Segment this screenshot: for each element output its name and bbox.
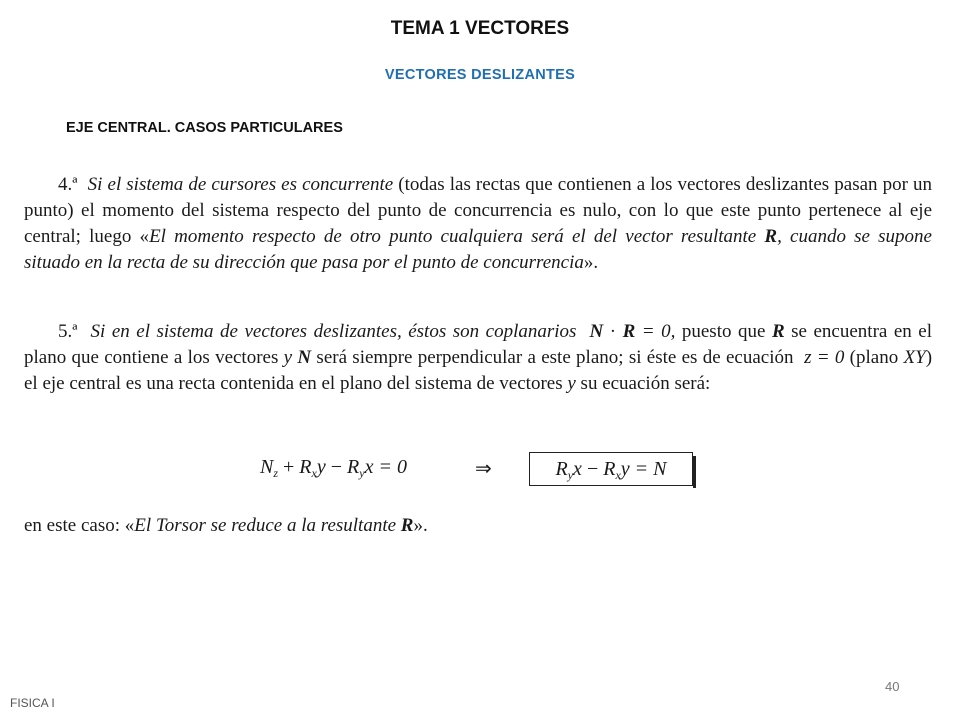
vector-symbol: N (297, 347, 312, 368)
case-text: (todas las rectas que contienen a los vectores deslizantes pasan por un punto) el momento del sistema respecto del punto de concurrencia es nulo, con lo que este punto pertenece al eje central; luego « (24, 174, 933, 247)
section-heading: EJE CENTRAL. CASOS PARTICULARES (66, 120, 343, 136)
slide-subtitle: VECTORES DESLIZANTES (384, 67, 576, 83)
case-text: en este caso: « (24, 515, 135, 536)
math-text: y (283, 347, 293, 368)
math-text: = 0, (635, 321, 676, 342)
vector-symbol: R (622, 321, 636, 342)
math-text: y (567, 373, 576, 394)
course-footer: FISICA I (10, 696, 55, 710)
case-text: ». (583, 252, 599, 273)
math-text: z = 0 (804, 347, 845, 368)
math-text: XY (903, 347, 926, 368)
central-axis-equation (0, 452, 960, 488)
math-operator: · (603, 321, 623, 342)
case-text: se encuentra en el plano que contiene a los vectores (24, 321, 933, 368)
case-italic-text: Si en el sistema de vectores deslizantes, éstos son coplanarios (90, 321, 577, 342)
paragraph-conclusion (24, 513, 428, 539)
implies-arrow: ⇒ (475, 458, 492, 480)
case-italic-text: El Torsor se reduce a la resultante (134, 515, 401, 536)
case-text: ». (413, 515, 428, 536)
case-text: su ecuación será: (575, 373, 711, 394)
case-text: puesto que (675, 321, 772, 342)
case-text: ) el eje central es una recta contenida en el plano del sistema de vectores (24, 347, 933, 394)
case-text: será siempre perpendicular a este plano; si éste es de ecuación (311, 347, 799, 368)
case-number: 5.ª (58, 321, 78, 342)
case-number: 4.ª (58, 174, 78, 195)
page-number: 40 (885, 679, 900, 694)
case-italic-text: , cuando se supone situado en la recta de su dirección que pasa por el punto de concurrencia (24, 226, 932, 273)
paragraph-case-5 (24, 319, 932, 397)
vector-symbol: N (589, 321, 604, 342)
case-italic-text: Si el sistema de cursores es concurrente (87, 174, 394, 195)
vector-symbol: R (764, 226, 778, 247)
case-italic-text: El momento respecto de otro punto cualquiera será el del vector resultante (149, 226, 765, 247)
slide-title: TEMA 1 VECTORES (390, 18, 570, 39)
paragraph-case-4 (24, 172, 932, 276)
case-text: (plano (844, 347, 904, 368)
boxed-equation: $R_yx - R_xy = N$ (529, 452, 693, 486)
vector-symbol: R (771, 321, 785, 342)
vector-symbol: R (400, 515, 414, 536)
equation-left: $N_z + R_xy - R_yx = 0$ (260, 456, 407, 480)
